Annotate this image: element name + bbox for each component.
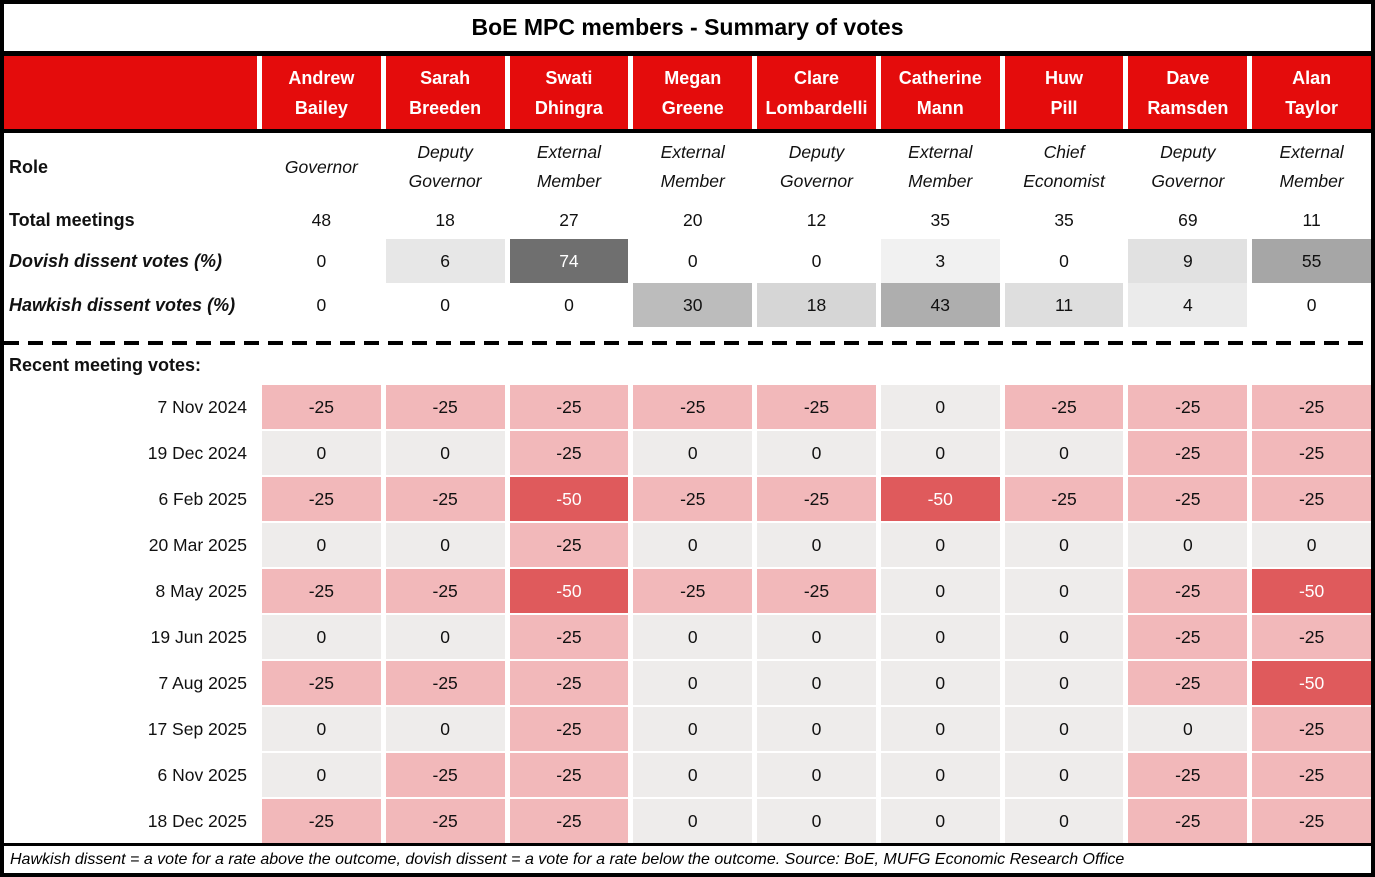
member-role-cell: Deputy Governor <box>780 142 853 191</box>
recent-votes-grid <box>4 385 1371 843</box>
vote-cell: -25 <box>510 523 629 567</box>
vote-cell: 0 <box>1005 523 1124 567</box>
dovish-cell: 9 <box>1128 239 1247 283</box>
dovish-cell: 0 <box>316 250 327 271</box>
vote-cell: -25 <box>386 385 505 429</box>
total-meetings-row <box>4 201 1371 239</box>
vote-cell: -25 <box>1128 799 1247 843</box>
vote-cell: -25 <box>1128 661 1247 705</box>
vote-cell: -25 <box>510 799 629 843</box>
dovish-dissent-row <box>4 239 1371 283</box>
vote-cell: 0 <box>1252 523 1371 567</box>
vote-cell: -25 <box>510 431 629 475</box>
vote-cell: 0 <box>1005 431 1124 475</box>
meeting-date-label: 20 Mar 2025 <box>148 534 247 555</box>
hawkish-dissent-label: Hawkish dissent votes (%) <box>9 294 236 315</box>
vote-cell: 0 <box>386 615 505 659</box>
member-name-cell: Megan Greene <box>633 56 752 129</box>
vote-cell: -25 <box>1252 753 1371 797</box>
total-meetings-cell: 27 <box>559 209 579 230</box>
vote-cell: 0 <box>1005 569 1124 613</box>
hawkish-cell: 4 <box>1128 283 1247 327</box>
vote-cell: -25 <box>1252 431 1371 475</box>
role-row-label: Role <box>9 156 49 177</box>
member-name-cell: Alan Taylor <box>1252 56 1371 129</box>
vote-cell: -25 <box>1005 477 1124 521</box>
vote-cell: 0 <box>757 523 876 567</box>
total-meetings-cell: 11 <box>1302 209 1321 230</box>
member-role-cell: Governor <box>284 156 358 177</box>
total-meetings-cell: 20 <box>682 209 703 230</box>
vote-cell: -25 <box>1005 385 1124 429</box>
dovish-cell: 0 <box>811 250 822 271</box>
vote-cell: -25 <box>1128 431 1247 475</box>
vote-cell: 0 <box>633 523 752 567</box>
vote-cell: -25 <box>386 477 505 521</box>
meeting-date-label: 19 Dec 2024 <box>147 442 247 463</box>
hawkish-cell: 0 <box>316 294 327 315</box>
vote-cell: -25 <box>1252 615 1371 659</box>
hawkish-cell: 43 <box>881 283 1000 327</box>
footnote-text: Hawkish dissent = a vote for a rate above the outcome, dovish dissent = a vote for a rate below the outcome. Source: BoE, MUFG Economic Research Office <box>10 850 1125 868</box>
vote-cell: 0 <box>633 799 752 843</box>
vote-cell: 0 <box>1128 707 1247 751</box>
vote-cell: 0 <box>757 615 876 659</box>
member-role-cell: Deputy Governor <box>408 142 482 191</box>
vote-cell: 0 <box>633 615 752 659</box>
meeting-date-label: 6 Nov 2025 <box>157 764 247 785</box>
vote-cell: -25 <box>262 661 381 705</box>
vote-cell: 0 <box>262 753 381 797</box>
total-meetings-cell: 12 <box>806 209 827 230</box>
hawkish-cell: 11 <box>1005 283 1124 327</box>
hawkish-cell: 0 <box>1306 294 1317 315</box>
member-name-cell: Sarah Breeden <box>386 56 505 129</box>
vote-cell: -50 <box>510 569 629 613</box>
member-role-cell: Deputy Governor <box>1151 142 1225 191</box>
meeting-date-label: 19 Jun 2025 <box>150 626 247 647</box>
vote-cell: 0 <box>262 615 381 659</box>
footnote-row <box>4 846 1371 873</box>
vote-cell: -25 <box>1128 477 1247 521</box>
vote-cell: 0 <box>386 431 505 475</box>
vote-cell: -50 <box>881 477 1000 521</box>
vote-cell: -25 <box>1252 385 1371 429</box>
meeting-date-label: 7 Nov 2024 <box>157 396 247 417</box>
member-role-cell: External Member <box>1279 142 1344 191</box>
vote-cell: -50 <box>510 477 629 521</box>
table-title: BoE MPC members - Summary of votes <box>471 14 904 40</box>
total-meetings-label: Total meetings <box>9 209 135 230</box>
vote-cell: -50 <box>1252 661 1371 705</box>
hawkish-cell: 18 <box>757 283 876 327</box>
vote-cell: -25 <box>1252 477 1371 521</box>
vote-cell: -25 <box>1128 615 1247 659</box>
vote-cell: -25 <box>510 661 629 705</box>
vote-cell: 0 <box>1005 661 1124 705</box>
vote-cell: -25 <box>262 385 381 429</box>
vote-cell: 0 <box>881 615 1000 659</box>
vote-cell: -25 <box>386 661 505 705</box>
vote-cell: -25 <box>757 477 876 521</box>
dovish-cell: 0 <box>1059 250 1069 271</box>
role-row <box>4 133 1371 201</box>
vote-cell: -25 <box>262 569 381 613</box>
vote-cell: 0 <box>633 661 752 705</box>
vote-cell: -25 <box>633 477 752 521</box>
meeting-date-label: 6 Feb 2025 <box>158 488 247 509</box>
members-header-row <box>4 56 1371 129</box>
vote-cell: 0 <box>1005 799 1124 843</box>
vote-cell: 0 <box>633 431 752 475</box>
meeting-date-label: 7 Aug 2025 <box>158 672 247 693</box>
member-role-cell: External Member <box>908 142 973 191</box>
hawkish-cell: 30 <box>633 283 752 327</box>
vote-cell: 0 <box>757 707 876 751</box>
member-name-cell: Catherine Mann <box>881 56 1000 129</box>
vote-cell: -25 <box>510 753 629 797</box>
total-meetings-cell: 35 <box>1054 209 1074 230</box>
vote-cell: 0 <box>1005 753 1124 797</box>
vote-cell: 0 <box>262 523 381 567</box>
member-name-cell: Andrew Bailey <box>262 56 381 129</box>
recent-votes-label: Recent meeting votes: <box>9 354 202 375</box>
member-role-cell: Chief Economist <box>1023 142 1105 191</box>
vote-cell: 0 <box>262 707 381 751</box>
total-meetings-cell: 35 <box>930 209 950 230</box>
vote-cell: 0 <box>881 661 1000 705</box>
vote-cell: -25 <box>757 385 876 429</box>
vote-cell: 0 <box>881 799 1000 843</box>
vote-cell: 0 <box>881 753 1000 797</box>
total-meetings-cell: 48 <box>311 209 332 230</box>
total-meetings-cell: 18 <box>435 209 455 230</box>
vote-cell: 0 <box>757 799 876 843</box>
vote-cell: 0 <box>386 523 505 567</box>
vote-cell: 0 <box>881 431 1000 475</box>
recent-votes-header <box>4 345 1371 385</box>
dovish-cell: 3 <box>881 239 1000 283</box>
member-role-cell: External Member <box>536 142 602 191</box>
table-title-row <box>4 4 1371 51</box>
vote-cell: -25 <box>386 569 505 613</box>
vote-cell: 0 <box>757 661 876 705</box>
member-name-cell: Swati Dhingra <box>510 56 629 129</box>
member-name-cell: Huw Pill <box>1005 56 1124 129</box>
vote-cell: -25 <box>633 385 752 429</box>
vote-cell: 0 <box>757 431 876 475</box>
dovish-cell: 74 <box>510 239 629 283</box>
member-name-cell: Dave Ramsden <box>1128 56 1247 129</box>
vote-cell: -25 <box>1252 707 1371 751</box>
vote-cell: 0 <box>633 707 752 751</box>
vote-cell: -25 <box>386 799 505 843</box>
vote-cell: 0 <box>757 753 876 797</box>
dovish-dissent-label: Dovish dissent votes (%) <box>9 250 223 271</box>
vote-cell: -25 <box>262 799 381 843</box>
vote-cell: -25 <box>1252 799 1371 843</box>
meeting-date-label: 8 May 2025 <box>155 580 247 601</box>
vote-cell: 0 <box>881 523 1000 567</box>
vote-cell: -50 <box>1252 569 1371 613</box>
vote-cell: -25 <box>1128 753 1247 797</box>
vote-cell: -25 <box>510 385 629 429</box>
header-empty-cell <box>4 56 257 129</box>
vote-cell: 0 <box>262 431 381 475</box>
hawkish-dissent-row <box>4 283 1371 327</box>
dovish-cell: 6 <box>386 239 505 283</box>
dovish-cell: 55 <box>1252 239 1371 283</box>
vote-cell: -25 <box>510 615 629 659</box>
vote-cell: 0 <box>881 569 1000 613</box>
vote-cell: -25 <box>1128 385 1247 429</box>
dovish-cell: 0 <box>687 250 698 271</box>
vote-cell: 0 <box>881 385 1000 429</box>
vote-cell: 0 <box>386 707 505 751</box>
vote-cell: 0 <box>881 707 1000 751</box>
meeting-date-label: 18 Dec 2025 <box>147 810 247 831</box>
vote-cell: -25 <box>262 477 381 521</box>
vote-cell: -25 <box>757 569 876 613</box>
spacer <box>4 327 1371 341</box>
vote-cell: 0 <box>633 753 752 797</box>
vote-cell: -25 <box>386 753 505 797</box>
vote-cell: 0 <box>1128 523 1247 567</box>
vote-cell: 0 <box>1005 615 1124 659</box>
vote-cell: -25 <box>633 569 752 613</box>
meeting-date-label: 17 Sep 2025 <box>147 718 247 739</box>
member-role-cell: External Member <box>660 142 725 191</box>
vote-cell: -25 <box>510 707 629 751</box>
member-name-cell: Clare Lombardelli <box>757 56 876 129</box>
vote-cell: 0 <box>1005 707 1124 751</box>
total-meetings-cell: 69 <box>1178 209 1198 230</box>
hawkish-cell: 0 <box>440 294 451 315</box>
vote-cell: -25 <box>1128 569 1247 613</box>
hawkish-cell: 0 <box>564 294 574 315</box>
